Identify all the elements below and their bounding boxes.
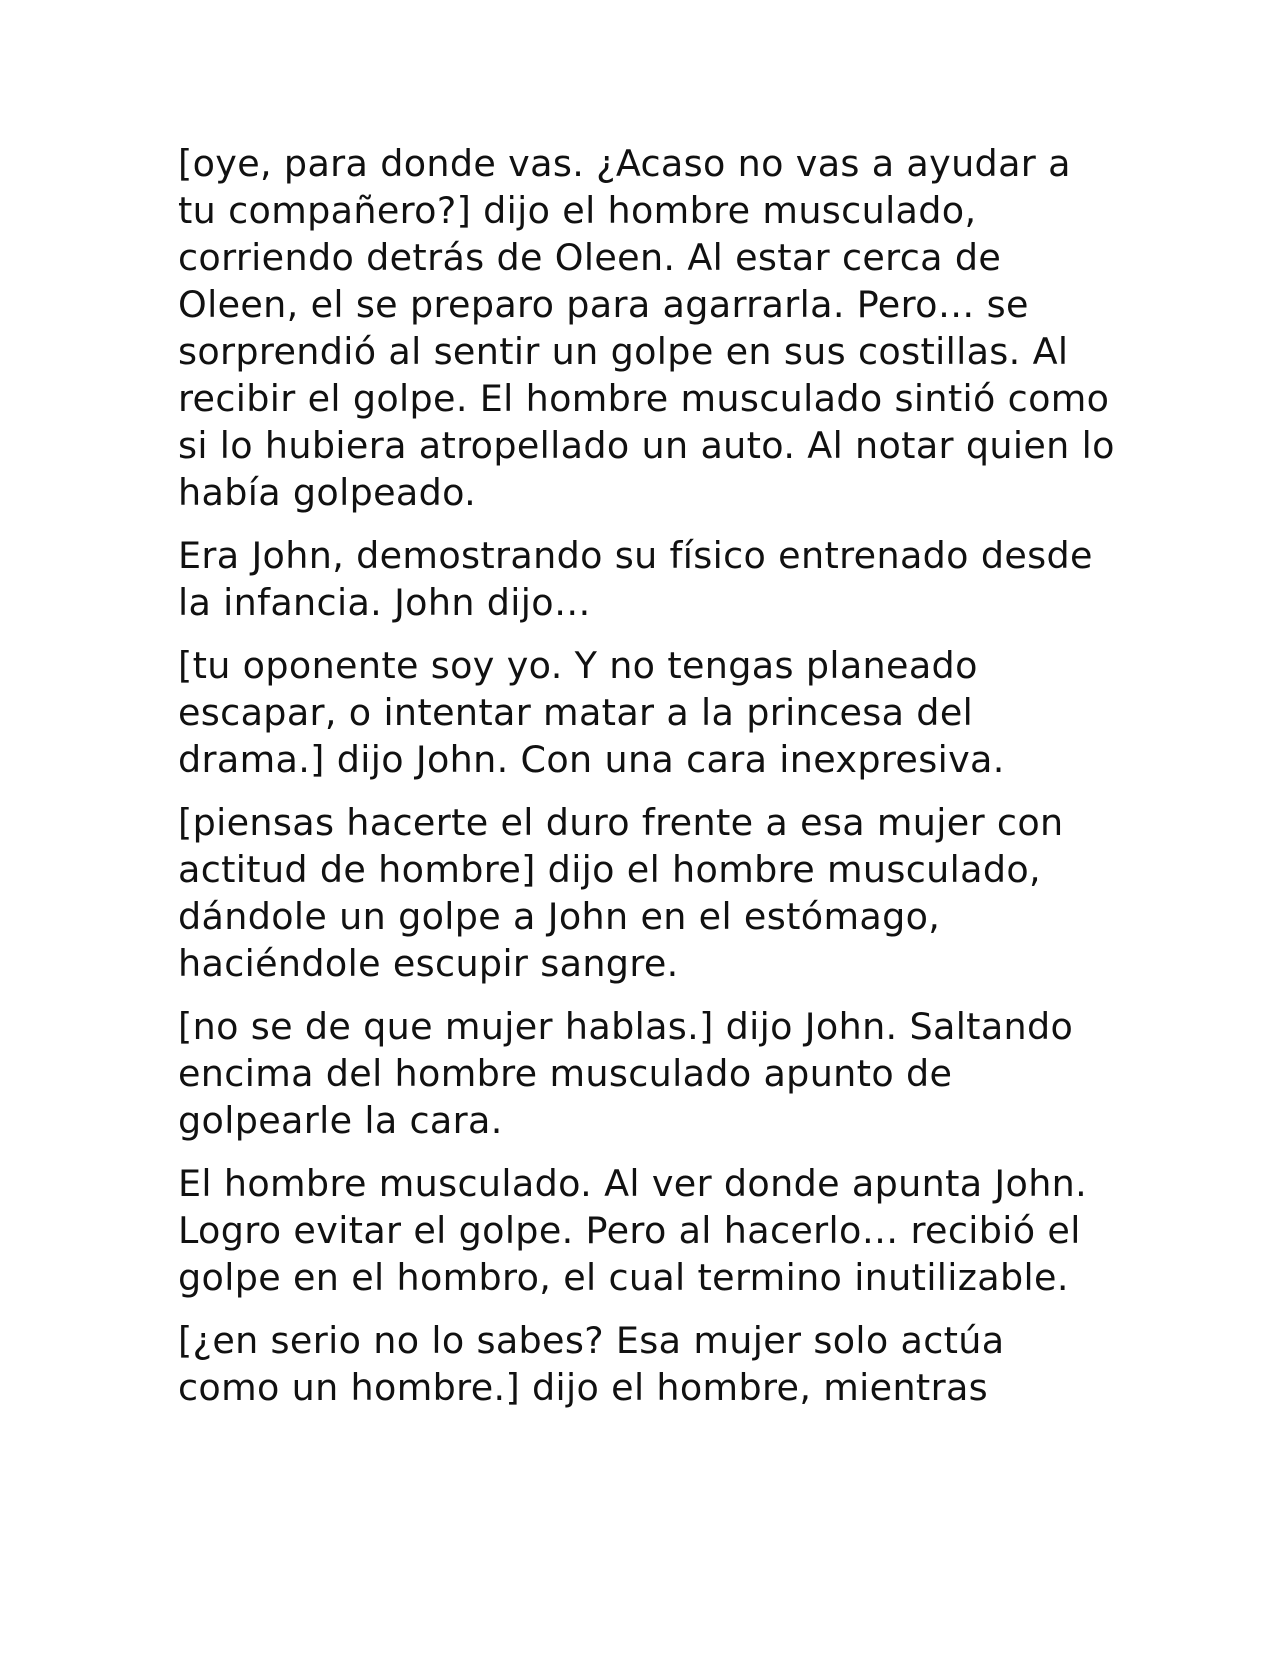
document-body bbox=[178, 140, 1118, 1427]
paragraph-3: [tu oponente soy yo. Y no tengas planeado escapar, o intentar matar a la princesa del drama.] dijo John. Con una cara inexpresiva. bbox=[178, 644, 1005, 781]
paragraph-2: Era John, demostrando su físico entrenado desde la infancia. John dijo… bbox=[178, 534, 1093, 624]
paragraph-4: [piensas hacerte el duro frente a esa mujer con actitud de hombre] dijo el hombre musculado, dándole un golpe a John en el estómago, haciéndole escupir sangre. bbox=[178, 801, 1064, 985]
paragraph-1: [oye, para donde vas. ¿Acaso no vas a ayudar a tu compañero?] dijo el hombre musculado, corriendo detrás de Oleen. Al estar cerca de Oleen, el se preparo para agarrarla. Pero… se sorprendió al sentir un golpe en sus costillas. Al recibir el golpe. El hombre musculado sintió como si lo hubiera atropellado un auto. Al notar quien lo había golpeado. bbox=[178, 142, 1115, 514]
paragraph-6: El hombre musculado. Al ver donde apunta John. Logro evitar el golpe. Pero al hacerlo… recibió el golpe en el hombro, el cual termino inutilizable. bbox=[178, 1162, 1088, 1299]
paragraph-7: [¿en serio no lo sabes? Esa mujer solo actúa como un hombre.] dijo el hombre, mientras bbox=[178, 1319, 1005, 1409]
paragraph-5: [no se de que mujer hablas.] dijo John. Saltando encima del hombre musculado apunto de golpearle la cara. bbox=[178, 1005, 1074, 1142]
